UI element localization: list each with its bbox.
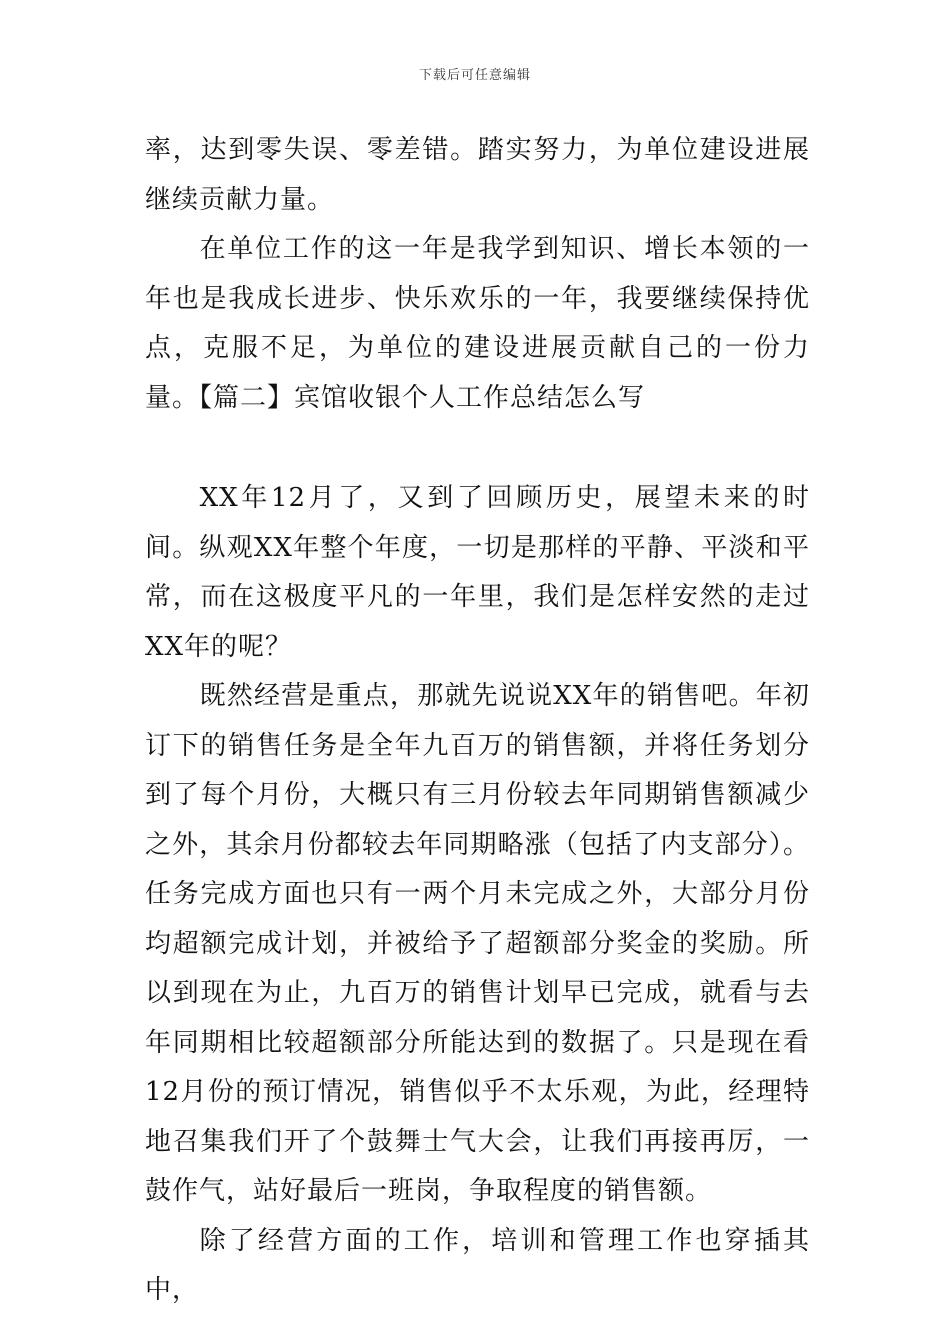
- text-block-top: [145, 126, 810, 423]
- paragraph-training: 除了经营方面的工作，培训和管理工作也穿插其中，: [145, 1225, 810, 1305]
- paragraph-year-summary: 在单位工作的这一年是我学到知识、增长本领的一年也是我成长进步、快乐欢乐的一年，我要继续保持优点，克服不足，为单位的建设进展贡献自己的一份力量。【篇二】宾馆收银个人工作总结怎么写: [145, 234, 810, 413]
- paragraph-continuation: 率，达到零失误、零差错。踏实努力，为单位建设进展继续贡献力量。: [145, 135, 810, 215]
- paragraph-sales: 既然经营是重点，那就先说说XX年的销售吧。年初订下的销售任务是全年九百万的销售额，并将任务划分到了每个月份，大概只有三月份较去年同期销售额减少之外，其余月份都较去年同期略涨（包括了内支部分）。任务完成方面也只有一两个月未完成之外，大部分月份均超额完成计划，并被给予了超额部分奖金的奖励。所以到现在为止，九百万的销售计划早已完成，就看与去年同期相比较超额部分所能达到的数据了。只是现在看12月份的预订情况，销售似乎不太乐观，为此，经理特地召集我们开了个鼓舞士气大会，让我们再接再厉，一鼓作气，站好最后一班岗，争取程度的销售额。: [145, 681, 810, 1206]
- page-header: 下载后可任意编辑: [418, 68, 531, 83]
- paragraph-intro: XX年12月了，又到了回顾历史，展望未来的时间。纵观XX年整个年度，一切是那样的平静、平淡和平常，而在这极度平凡的一年里，我们是怎样安然的走过XX年的呢？: [145, 483, 810, 662]
- text-block-bottom: [145, 474, 810, 1316]
